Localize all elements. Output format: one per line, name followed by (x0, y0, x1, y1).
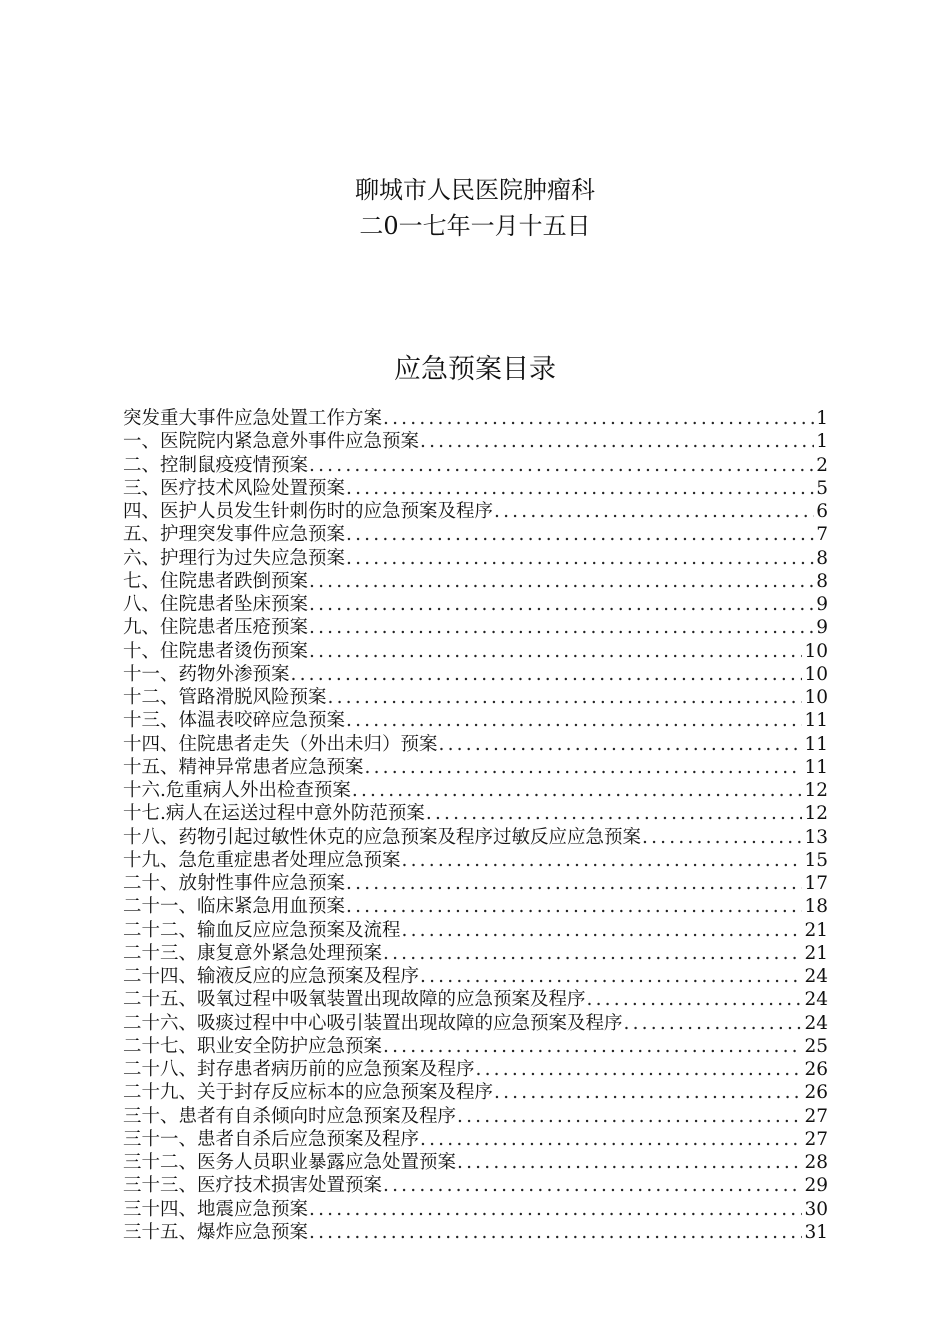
toc-entry-label: 二十一、临床紧急用血预案 (123, 896, 346, 918)
toc-entry-page-number: 27 (804, 1128, 828, 1150)
toc-dot-leader (623, 1012, 803, 1035)
toc-entry-label: 二十五、吸氧过程中吸氧装置出现故障的应急预案及程序 (123, 989, 586, 1011)
toc-entry[interactable] (123, 779, 828, 802)
toc-entry-label: 十六.危重病人外出检查预案 (123, 780, 351, 801)
document-date: 二0一七年一月十五日 (359, 212, 591, 240)
toc-entry[interactable] (123, 1198, 828, 1221)
toc-dot-leader (493, 500, 814, 523)
toc-dot-leader (586, 988, 803, 1011)
toc-entry-label: 七、住院患者跌倒预案 (123, 570, 309, 592)
toc-entry[interactable] (123, 407, 828, 430)
toc-dot-leader (308, 570, 814, 593)
toc-dot-leader (456, 1105, 802, 1128)
toc-entry[interactable] (123, 616, 828, 639)
toc-entry-page-number: 27 (804, 1105, 828, 1127)
toc-entry-page-number: 21 (804, 919, 828, 941)
toc-entry-label: 三十三、医疗技术损害处置预案 (123, 1175, 383, 1197)
toc-entry-label: 十七.病人在运送过程中意外防范预案 (123, 803, 425, 825)
toc-entry-label: 十八、药物引起过敏性休克的应急预案及程序过敏反应应急预案 (123, 826, 642, 848)
toc-dot-leader (345, 872, 802, 895)
toc-entry[interactable] (123, 547, 828, 570)
toc-entry-page-number: 2 (816, 454, 828, 476)
toc-entry[interactable] (123, 1012, 828, 1035)
toc-entry[interactable] (123, 593, 828, 616)
toc-entry-page-number: 7 (816, 524, 828, 546)
toc-entry[interactable] (123, 477, 828, 500)
toc-entry[interactable] (123, 802, 828, 825)
toc-dot-leader (425, 802, 803, 825)
toc-entry-page-number: 26 (804, 1082, 828, 1104)
toc-entry[interactable] (123, 1035, 828, 1058)
toc-entry[interactable] (123, 965, 828, 988)
toc-dot-leader (382, 942, 802, 965)
toc-entry-label: 十九、急危重症患者处理应急预案 (123, 849, 401, 871)
toc-entry[interactable] (123, 430, 828, 453)
toc-dot-leader (308, 640, 802, 663)
toc-entry-label: 十二、管路滑脱风险预案 (123, 687, 327, 708)
toc-entry[interactable] (123, 849, 828, 872)
toc-entry[interactable] (123, 523, 828, 546)
toc-entry-label: 十四、住院患者走失（外出未归）预案 (123, 733, 438, 755)
toc-entry-label: 五、护理突发事件应急预案 (123, 524, 346, 546)
toc-entry-label: 二十、放射性事件应急预案 (123, 873, 346, 894)
toc-entry-page-number: 1 (816, 408, 828, 429)
toc-dot-leader (419, 430, 814, 453)
toc-entry-page-number: 8 (816, 547, 828, 569)
toc-entry[interactable] (123, 988, 828, 1011)
toc-entry-label: 二十三、康复意外紧急处理预案 (123, 942, 383, 964)
toc-entry-label: 二十九、关于封存反应标本的应急预案及程序 (123, 1082, 494, 1104)
toc-entry-label: 三十二、医务人员职业暴露应急处置预案 (123, 1152, 457, 1173)
toc-entry[interactable] (123, 1081, 828, 1104)
toc-entry-page-number: 24 (804, 989, 828, 1011)
toc-dot-leader (401, 919, 803, 942)
toc-entry-label: 四、医护人员发生针刺伤时的应急预案及程序 (123, 501, 494, 522)
toc-entry-page-number: 26 (804, 1059, 828, 1080)
toc-entry-page-number: 24 (804, 1012, 828, 1034)
toc-entry-page-number: 25 (804, 1035, 828, 1057)
toc-entry-page-number: 11 (804, 710, 828, 732)
toc-entry-page-number: 1 (816, 431, 828, 453)
organization-name: 聊城市人民医院肿瘤科 (355, 176, 595, 204)
toc-entry[interactable] (123, 756, 828, 779)
toc-entry-label: 二十八、封存患者病历前的应急预案及程序 (123, 1059, 475, 1080)
toc-entry-page-number: 10 (804, 663, 828, 685)
toc-entry-page-number: 31 (804, 1221, 828, 1243)
toc-dot-leader (345, 523, 814, 546)
toc-entry-label: 二十四、输液反应的应急预案及程序 (123, 966, 420, 987)
toc-entry-page-number: 10 (804, 640, 828, 662)
toc-dot-leader (290, 663, 803, 686)
toc-entry-label: 三、医疗技术风险处置预案 (123, 477, 346, 499)
toc-entry-page-number: 9 (816, 594, 828, 615)
toc-dot-leader (345, 709, 802, 732)
toc-entry[interactable] (123, 686, 828, 709)
toc-entry-label: 六、护理行为过失应急预案 (123, 547, 346, 569)
toc-dot-leader (419, 1128, 802, 1151)
toc-entry-label: 十一、药物外渗预案 (123, 663, 290, 685)
toc-dot-leader (641, 826, 802, 849)
toc-list (123, 407, 828, 1244)
toc-entry[interactable] (123, 919, 828, 942)
toc-dot-leader (364, 756, 803, 779)
toc-entry[interactable] (123, 1151, 828, 1174)
toc-dot-leader (456, 1151, 802, 1174)
toc-dot-leader (345, 547, 814, 570)
toc-dot-leader (345, 477, 814, 500)
toc-entry-page-number: 15 (804, 849, 828, 871)
toc-entry-label: 八、住院患者坠床预案 (123, 594, 309, 615)
toc-dot-leader (308, 616, 814, 639)
toc-entry[interactable] (123, 895, 828, 918)
toc-entry[interactable] (123, 1105, 828, 1128)
toc-entry-page-number: 11 (804, 733, 828, 755)
toc-entry[interactable] (123, 1128, 828, 1151)
toc-entry[interactable] (123, 570, 828, 593)
toc-entry-page-number: 12 (804, 780, 828, 801)
toc-entry-page-number: 10 (804, 687, 828, 708)
toc-entry-page-number: 9 (816, 617, 828, 639)
toc-dot-leader (308, 593, 814, 616)
toc-dot-leader (419, 965, 802, 988)
toc-dot-leader (438, 733, 803, 756)
toc-dot-leader (475, 1058, 803, 1081)
toc-entry-page-number: 5 (816, 477, 828, 499)
toc-dot-leader (493, 1081, 802, 1104)
toc-title: 应急预案目录 (394, 354, 556, 385)
toc-entry[interactable] (123, 1221, 828, 1244)
toc-dot-leader (308, 1198, 802, 1221)
toc-dot-leader (382, 1174, 802, 1197)
toc-entry-label: 三十、患者有自杀倾向时应急预案及程序 (123, 1105, 457, 1127)
toc-entry-page-number: 8 (816, 570, 828, 592)
toc-entry-label: 二十六、吸痰过程中中心吸引装置出现故障的应急预案及程序 (123, 1012, 623, 1034)
toc-entry-label: 二十二、输血反应应急预案及流程 (123, 919, 401, 941)
toc-entry-label: 二十七、职业安全防护应急预案 (123, 1035, 383, 1057)
toc-entry-page-number: 30 (804, 1198, 828, 1220)
toc-entry[interactable] (123, 1174, 828, 1197)
toc-entry-page-number: 18 (804, 896, 828, 918)
toc-dot-leader (327, 686, 803, 709)
toc-dot-leader (308, 454, 814, 477)
toc-entry-page-number: 17 (804, 873, 828, 894)
toc-dot-leader (382, 407, 814, 430)
toc-entry[interactable] (123, 640, 828, 663)
toc-entry[interactable] (123, 826, 828, 849)
toc-entry-label: 三十四、地震应急预案 (123, 1198, 309, 1220)
toc-dot-leader (351, 779, 803, 802)
toc-entry-page-number: 13 (804, 826, 828, 848)
toc-entry-label: 九、住院患者压疮预案 (123, 617, 309, 639)
toc-entry[interactable] (123, 733, 828, 756)
toc-entry-page-number: 24 (804, 966, 828, 987)
toc-entry[interactable] (123, 942, 828, 965)
toc-entry[interactable] (123, 872, 828, 895)
toc-entry[interactable] (123, 1058, 828, 1081)
toc-entry-page-number: 28 (804, 1152, 828, 1173)
toc-entry-label: 十三、体温表咬碎应急预案 (123, 710, 346, 732)
toc-entry-page-number: 29 (804, 1175, 828, 1197)
toc-entry-page-number: 21 (804, 942, 828, 964)
toc-entry-label: 十五、精神异常患者应急预案 (123, 756, 364, 778)
toc-entry-label: 三十五、爆炸应急预案 (123, 1221, 309, 1243)
toc-entry[interactable] (123, 709, 828, 732)
toc-dot-leader (308, 1221, 802, 1244)
toc-entry-label: 突发重大事件应急处置工作方案 (123, 408, 383, 429)
toc-entry[interactable] (123, 454, 828, 477)
toc-dot-leader (345, 895, 802, 918)
toc-entry-page-number: 11 (804, 756, 828, 778)
toc-entry-label: 十、住院患者烫伤预案 (123, 640, 309, 662)
toc-entry-label: 二、控制鼠疫疫情预案 (123, 454, 309, 476)
toc-entry-page-number: 12 (804, 803, 828, 825)
toc-entry-page-number: 6 (816, 501, 828, 522)
toc-entry[interactable] (123, 500, 828, 523)
toc-dot-leader (382, 1035, 802, 1058)
toc-entry[interactable] (123, 663, 828, 686)
toc-dot-leader (401, 849, 803, 872)
toc-entry-label: 三十一、患者自杀后应急预案及程序 (123, 1128, 420, 1150)
toc-entry-label: 一、医院院内紧急意外事件应急预案 (123, 431, 420, 453)
